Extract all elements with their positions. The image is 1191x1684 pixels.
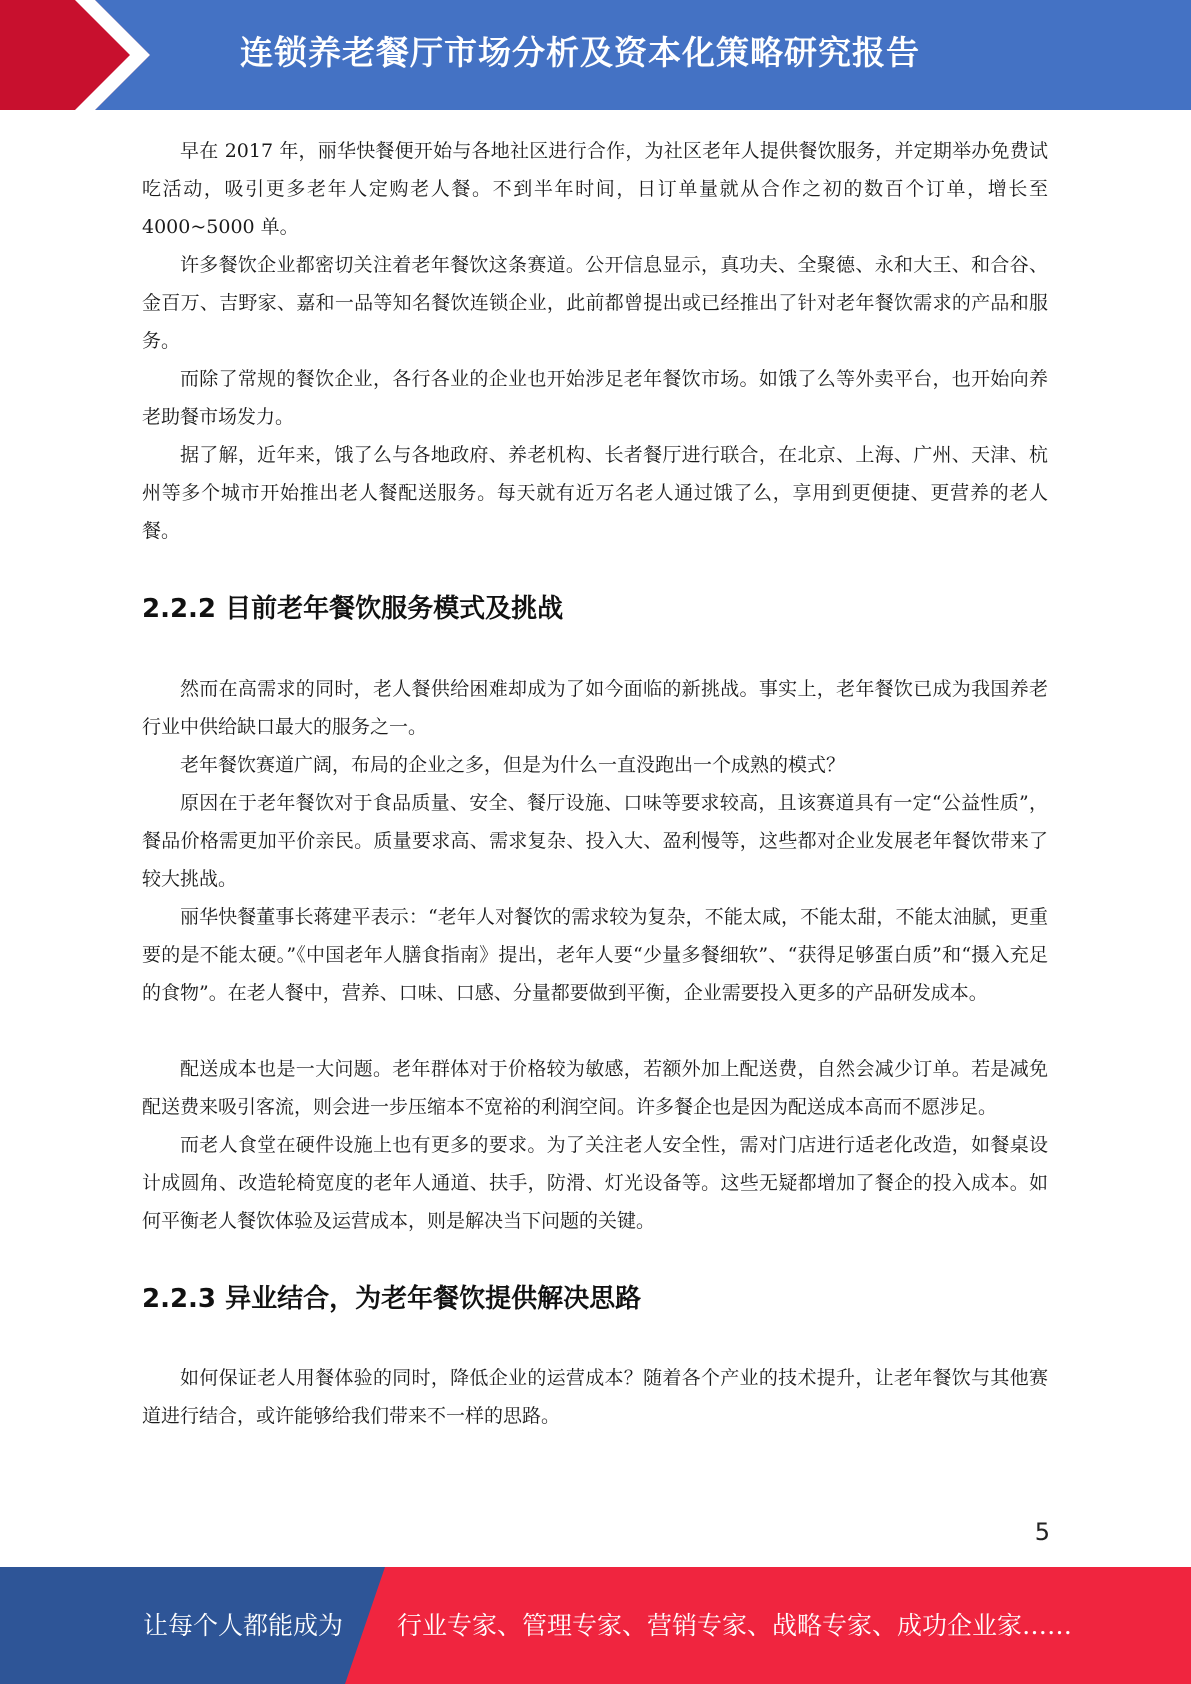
section-heading-2-2-3: 2.2.3 异业结合，为老年餐饮提供解决思路 xyxy=(142,1284,642,1314)
footer-slogan-left: 让每个人都能成为 xyxy=(143,1611,344,1640)
paragraph: 老年餐饮赛道广阔，布局的企业之多，但是为什么一直没跑出一个成熟的模式？ xyxy=(180,754,846,776)
page-content xyxy=(142,132,1048,1435)
paragraph: 如何保证老人用餐体验的同时，降低企业的运营成本？随着各个产业的技术提升，让老年餐饮与其他赛道进行结合，或许能够给我们带来不一样的思路。 xyxy=(142,1367,1048,1427)
paragraph: 据了解，近年来，饿了么与各地政府、养老机构、长者餐厅进行联合，在北京、上海、广州、天津、杭州等多个城市开始推出老人餐配送服务。每天就有近万名老人通过饿了么，享用到更便捷、更营养的老人餐。 xyxy=(142,444,1048,542)
paragraph: 而老人食堂在硬件设施上也有更多的要求。为了关注老人安全性，需对门店进行适老化改造，如餐桌设计成圆角、改造轮椅宽度的老年人通道、扶手，防滑、灯光设备等。这些无疑都增加了餐企的投入成本。如何平衡老人餐饮体验及运营成本，则是解决当下问题的关键。 xyxy=(142,1134,1048,1232)
section-heading-2-2-2: 2.2.2 目前老年餐饮服务模式及挑战 xyxy=(142,594,564,624)
footer-slogan-right: 行业专家、管理专家、营销专家、战略专家、成功企业家…… xyxy=(397,1611,1073,1640)
paragraph: 原因在于老年餐饮对于食品质量、安全、餐厅设施、口味等要求较高，且该赛道具有一定“公益性质”，餐品价格需更加平价亲民。质量要求高、需求复杂、投入大、盈利慢等，这些都对企业发展老年餐饮带来了较大挑战。 xyxy=(142,792,1048,890)
report-title: 连锁养老餐厅市场分析及资本化策略研究报告 xyxy=(240,33,920,72)
page-number: 5 xyxy=(1034,1518,1050,1546)
paragraph: 早在 2017 年，丽华快餐便开始与各地社区进行合作，为社区老年人提供餐饮服务，并定期举办免费试吃活动，吸引更多老年人定购老人餐。不到半年时间，日订单量就从合作之初的数百个订单，增长至 4000~5000 单。 xyxy=(142,140,1048,238)
paragraph: 丽华快餐董事长蒋建平表示：“老年人对餐饮的需求较为复杂，不能太咸，不能太甜，不能太油腻，更重要的是不能太硬。”《中国老年人膳食指南》提出，老年人要“少量多餐细软”、“获得足够蛋白质”和“摄入充足的食物”。在老人餐中，营养、口味、口感、分量都要做到平衡，企业需要投入更多的产品研发成本。 xyxy=(142,906,1048,1004)
page-footer xyxy=(0,1567,1191,1684)
paragraph: 而除了常规的餐饮企业，各行各业的企业也开始涉足老年餐饮市场。如饿了么等外卖平台，也开始向养老助餐市场发力。 xyxy=(142,368,1048,428)
paragraph: 配送成本也是一大问题。老年群体对于价格较为敏感，若额外加上配送费，自然会减少订单。若是减免配送费来吸引客流，则会进一步压缩本不宽裕的利润空间。许多餐企也是因为配送成本高而不愿涉足。 xyxy=(142,1058,1048,1118)
paragraph: 许多餐饮企业都密切关注着老年餐饮这条赛道。公开信息显示，真功夫、全聚德、永和大王、和合谷、金百万、吉野家、嘉和一品等知名餐饮连锁企业，此前都曾提出或已经推出了针对老年餐饮需求的产品和服务。 xyxy=(142,254,1048,352)
page-header xyxy=(0,0,1191,110)
paragraph: 然而在高需求的同时，老人餐供给困难却成为了如今面临的新挑战。事实上，老年餐饮已成为我国养老行业中供给缺口最大的服务之一。 xyxy=(142,678,1048,738)
